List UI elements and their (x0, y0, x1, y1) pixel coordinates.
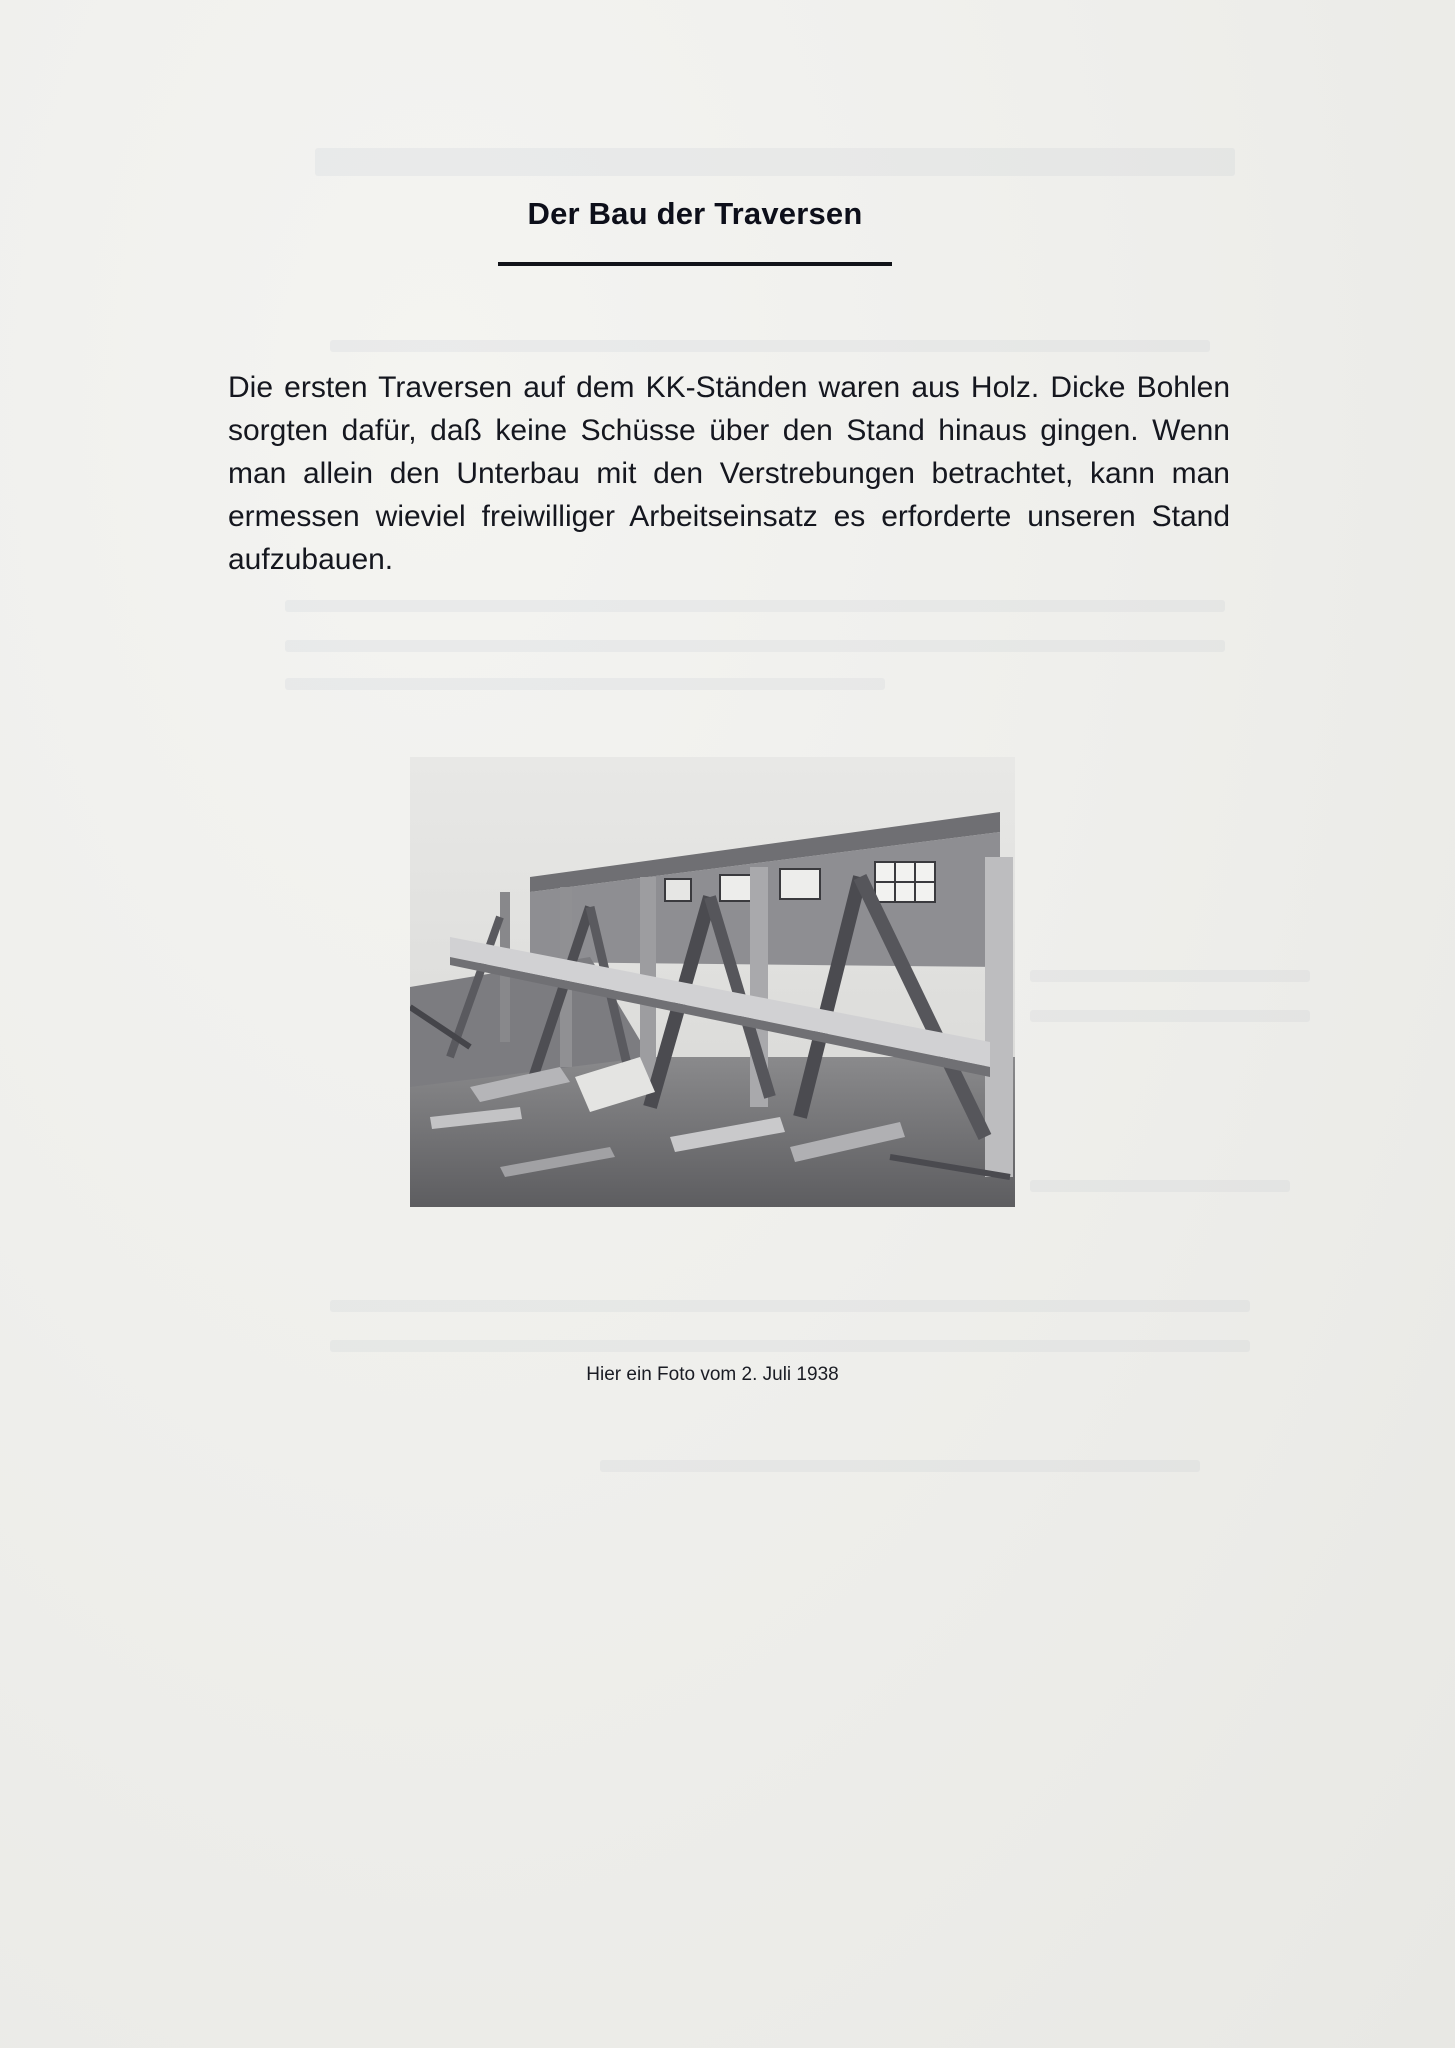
wooden-traverse-construction-photo (410, 757, 1015, 1207)
bleed-through-mark (285, 600, 1225, 612)
photo-caption: Hier ein Foto vom 2. Juli 1938 (586, 1364, 839, 1385)
bleed-through-mark (285, 678, 885, 690)
title-underline (498, 262, 892, 266)
body-paragraph: Die ersten Traversen auf dem KK-Ständen waren aus Holz. Dicke Bohlen sorgten dafür, daß keine Schüsse über den Stand hinaus gingen. Wenn man allein den Unterbau mit den Verstrebungen betrachtet, kann man ermessen wieviel freiwilliger Arbeitseinsatz es erforderte unseren Stand aufzubauen. (228, 371, 1230, 576)
page-title: Der Bau der Traversen (527, 196, 863, 231)
bleed-through-mark (1030, 1180, 1290, 1192)
bleed-through-mark (315, 148, 1235, 176)
bleed-through-mark (330, 1300, 1250, 1312)
bleed-through-mark (285, 640, 1225, 652)
bleed-through-mark (1030, 1010, 1310, 1022)
bleed-through-mark (330, 1340, 1250, 1352)
bleed-through-mark (600, 1460, 1200, 1472)
bleed-through-mark (1030, 970, 1310, 982)
bleed-through-mark (330, 340, 1210, 352)
